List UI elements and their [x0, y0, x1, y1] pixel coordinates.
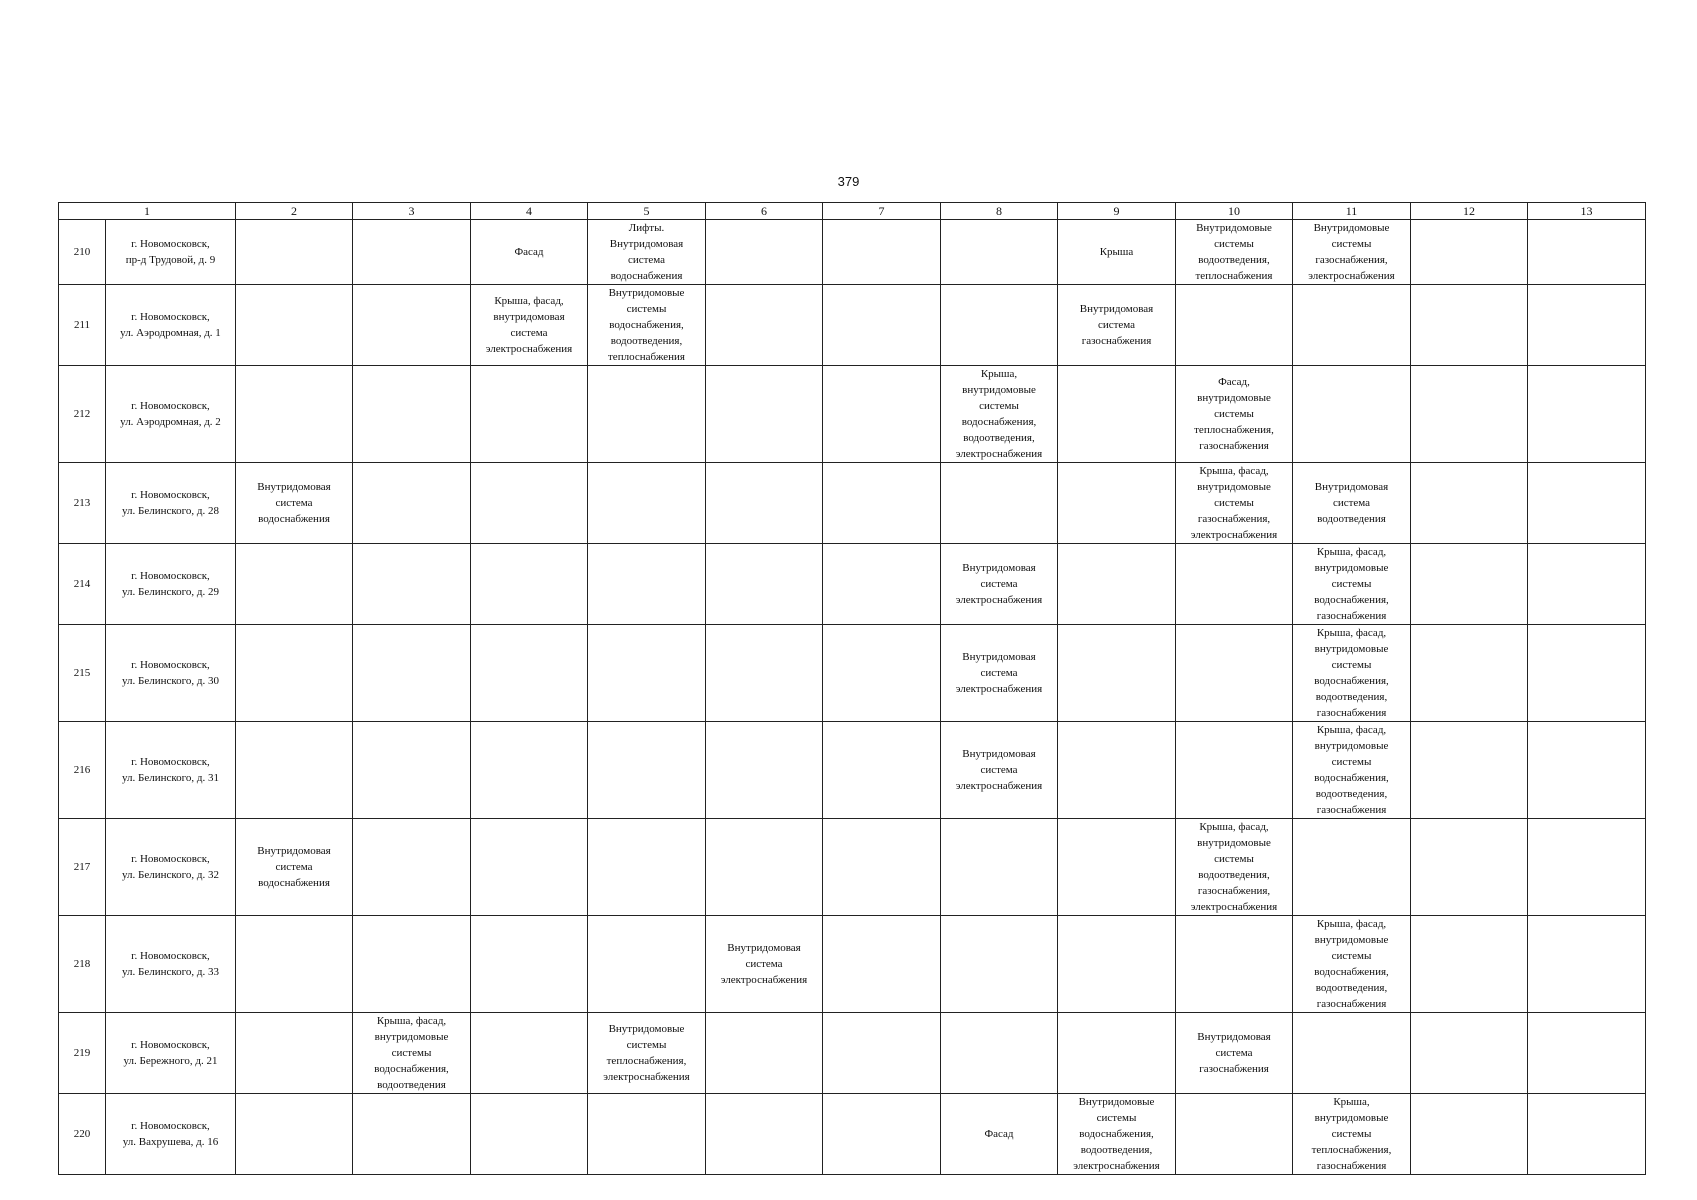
work-type-cell [1058, 916, 1176, 1013]
work-type-cell [588, 463, 706, 544]
table-row [59, 819, 1646, 916]
work-type-cell [471, 916, 588, 1013]
work-type-cell: Крыша, фасад, внутридомовые системы водоснабжения, водоотведения, газоснабжения [1293, 625, 1411, 722]
row-number: 219 [59, 1013, 106, 1094]
work-type-cell [823, 916, 941, 1013]
work-type-cell [1293, 285, 1411, 366]
column-number: 7 [823, 203, 941, 220]
work-type-cell: Лифты. Внутридомовая система водоснабжения [588, 220, 706, 285]
address-cell: г. Новомосковск, ул. Аэродромная, д. 2 [106, 366, 236, 463]
table-row [59, 1013, 1646, 1094]
work-type-cell [236, 544, 353, 625]
work-type-cell: Внутридомовые системы водоснабжения, водоотведения, теплоснабжения [588, 285, 706, 366]
work-type-cell [1528, 1013, 1646, 1094]
table-row [59, 1094, 1646, 1175]
work-type-cell: Внутридомовая система газоснабжения [1176, 1013, 1293, 1094]
work-type-cell [353, 463, 471, 544]
work-type-cell [1411, 366, 1528, 463]
work-type-cell [1411, 463, 1528, 544]
work-type-cell [706, 544, 823, 625]
work-type-cell [588, 544, 706, 625]
work-type-cell [1411, 625, 1528, 722]
work-type-cell [706, 1094, 823, 1175]
work-type-cell [1528, 916, 1646, 1013]
work-type-cell [1411, 722, 1528, 819]
work-type-cell: Внутридомовая система водоотведения [1293, 463, 1411, 544]
work-type-cell [471, 625, 588, 722]
work-type-cell [823, 722, 941, 819]
work-type-cell: Крыша, фасад, внутридомовая система электроснабжения [471, 285, 588, 366]
work-type-cell [1176, 1094, 1293, 1175]
table-row [59, 366, 1646, 463]
work-type-cell [588, 1094, 706, 1175]
work-type-cell [1411, 916, 1528, 1013]
work-type-cell [353, 819, 471, 916]
row-number: 215 [59, 625, 106, 722]
column-number-row [59, 203, 1646, 220]
table-row [59, 544, 1646, 625]
address-cell: г. Новомосковск, пр-д Трудовой, д. 9 [106, 220, 236, 285]
work-type-cell [1411, 1094, 1528, 1175]
work-type-cell [1411, 285, 1528, 366]
work-type-cell [471, 722, 588, 819]
work-type-cell [1176, 544, 1293, 625]
work-type-cell [236, 1094, 353, 1175]
column-number: 5 [588, 203, 706, 220]
work-type-cell: Крыша, фасад, внутридомовые системы водоснабжения, водоотведения, газоснабжения [1293, 916, 1411, 1013]
row-number: 212 [59, 366, 106, 463]
work-type-cell [941, 819, 1058, 916]
column-number: 6 [706, 203, 823, 220]
work-type-cell [1528, 722, 1646, 819]
column-number: 8 [941, 203, 1058, 220]
page-number: 379 [837, 174, 860, 189]
work-type-cell [588, 916, 706, 1013]
work-type-cell [1176, 285, 1293, 366]
work-type-cell [236, 220, 353, 285]
work-type-cell [588, 625, 706, 722]
work-type-cell [1528, 220, 1646, 285]
work-type-cell [588, 819, 706, 916]
work-type-cell [1058, 463, 1176, 544]
work-type-cell [941, 220, 1058, 285]
work-type-cell: Внутридомовая система электроснабжения [941, 722, 1058, 819]
work-type-cell [1528, 544, 1646, 625]
work-type-cell [1058, 722, 1176, 819]
work-type-cell [236, 916, 353, 1013]
address-cell: г. Новомосковск, ул. Бережного, д. 21 [106, 1013, 236, 1094]
work-type-cell: Фасад [941, 1094, 1058, 1175]
work-type-cell [706, 463, 823, 544]
work-type-cell [353, 544, 471, 625]
address-cell: г. Новомосковск, ул. Белинского, д. 30 [106, 625, 236, 722]
work-type-cell: Крыша, фасад, внутридомовые системы водоснабжения, водоотведения [353, 1013, 471, 1094]
work-type-cell [353, 722, 471, 819]
work-type-cell [706, 1013, 823, 1094]
address-cell: г. Новомосковск, ул. Белинского, д. 32 [106, 819, 236, 916]
work-type-cell [353, 1094, 471, 1175]
work-type-cell [353, 366, 471, 463]
work-type-cell [1528, 366, 1646, 463]
work-type-cell [706, 220, 823, 285]
row-number: 211 [59, 285, 106, 366]
column-number: 10 [1176, 203, 1293, 220]
work-type-cell [1058, 1013, 1176, 1094]
repair-schedule-table [58, 202, 1646, 1175]
row-number: 218 [59, 916, 106, 1013]
address-cell: г. Новомосковск, ул. Вахрушева, д. 16 [106, 1094, 236, 1175]
work-type-cell: Крыша, фасад, внутридомовые системы газоснабжения, электроснабжения [1176, 463, 1293, 544]
work-type-cell [823, 463, 941, 544]
column-number: 3 [353, 203, 471, 220]
work-type-cell: Крыша, фасад, внутридомовые системы водоснабжения, газоснабжения [1293, 544, 1411, 625]
table-row [59, 220, 1646, 285]
work-type-cell [706, 722, 823, 819]
work-type-cell [1293, 819, 1411, 916]
work-type-cell [1411, 220, 1528, 285]
work-type-cell [236, 722, 353, 819]
column-number: 2 [236, 203, 353, 220]
work-type-cell [471, 819, 588, 916]
work-type-cell [353, 625, 471, 722]
work-type-cell [471, 463, 588, 544]
work-type-cell [1528, 463, 1646, 544]
work-type-cell [941, 463, 1058, 544]
address-cell: г. Новомосковск, ул. Белинского, д. 31 [106, 722, 236, 819]
work-type-cell: Внутридомовые системы водоотведения, теплоснабжения [1176, 220, 1293, 285]
column-number: 11 [1293, 203, 1411, 220]
work-type-cell [706, 819, 823, 916]
work-type-cell [1176, 625, 1293, 722]
column-number: 4 [471, 203, 588, 220]
work-type-cell [1411, 544, 1528, 625]
work-type-cell [1528, 625, 1646, 722]
work-type-cell [471, 544, 588, 625]
work-type-cell: Внутридомовые системы газоснабжения, электроснабжения [1293, 220, 1411, 285]
work-type-cell: Внутридомовая система электроснабжения [941, 625, 1058, 722]
work-type-cell [1293, 1013, 1411, 1094]
work-type-cell [941, 1013, 1058, 1094]
row-number: 217 [59, 819, 106, 916]
work-type-cell [1058, 819, 1176, 916]
work-type-cell: Крыша [1058, 220, 1176, 285]
work-type-cell [471, 366, 588, 463]
table-row [59, 625, 1646, 722]
work-type-cell [823, 819, 941, 916]
work-type-cell [941, 916, 1058, 1013]
work-type-cell [1176, 722, 1293, 819]
work-type-cell [236, 366, 353, 463]
work-type-cell: Крыша, внутридомовые системы теплоснабжения, газоснабжения [1293, 1094, 1411, 1175]
work-type-cell: Внутридомовая система водоснабжения [236, 819, 353, 916]
work-type-cell [471, 1094, 588, 1175]
work-type-cell [353, 916, 471, 1013]
work-type-cell [236, 285, 353, 366]
work-type-cell [706, 625, 823, 722]
column-number: 12 [1411, 203, 1528, 220]
work-type-cell: Крыша, внутридомовые системы водоснабжения, водоотведения, электроснабжения [941, 366, 1058, 463]
row-number: 216 [59, 722, 106, 819]
work-type-cell [588, 366, 706, 463]
work-type-cell [1058, 366, 1176, 463]
work-type-cell: Крыша, фасад, внутридомовые системы водоснабжения, водоотведения, газоснабжения [1293, 722, 1411, 819]
work-type-cell: Крыша, фасад, внутридомовые системы водоотведения, газоснабжения, электроснабжения [1176, 819, 1293, 916]
row-number: 220 [59, 1094, 106, 1175]
work-type-cell: Внутридомовая система газоснабжения [1058, 285, 1176, 366]
table-row [59, 722, 1646, 819]
address-cell: г. Новомосковск, ул. Аэродромная, д. 1 [106, 285, 236, 366]
work-type-cell [471, 1013, 588, 1094]
work-type-cell [1176, 916, 1293, 1013]
work-type-cell [353, 285, 471, 366]
row-number: 214 [59, 544, 106, 625]
work-type-cell: Внутридомовые системы водоснабжения, водоотведения, электроснабжения [1058, 1094, 1176, 1175]
work-type-cell [1058, 544, 1176, 625]
work-type-cell [1528, 819, 1646, 916]
work-type-cell [1411, 819, 1528, 916]
work-type-cell [1411, 1013, 1528, 1094]
table-row [59, 285, 1646, 366]
work-type-cell: Внутридомовая система электроснабжения [941, 544, 1058, 625]
column-number: 9 [1058, 203, 1176, 220]
work-type-cell [236, 625, 353, 722]
work-type-cell: Фасад [471, 220, 588, 285]
address-cell: г. Новомосковск, ул. Белинского, д. 33 [106, 916, 236, 1013]
column-number: 1 [59, 203, 236, 220]
work-type-cell [588, 722, 706, 819]
table-body [59, 220, 1646, 1175]
address-cell: г. Новомосковск, ул. Белинского, д. 29 [106, 544, 236, 625]
work-type-cell [1058, 625, 1176, 722]
work-type-cell [823, 1013, 941, 1094]
work-type-cell [353, 220, 471, 285]
work-type-cell [1528, 1094, 1646, 1175]
work-type-cell [823, 285, 941, 366]
table-row [59, 916, 1646, 1013]
work-type-cell [823, 544, 941, 625]
work-type-cell [823, 366, 941, 463]
work-type-cell: Внутридомовая система электроснабжения [706, 916, 823, 1013]
address-cell: г. Новомосковск, ул. Белинского, д. 28 [106, 463, 236, 544]
work-type-cell [1293, 366, 1411, 463]
work-type-cell: Фасад, внутридомовые системы теплоснабжения, газоснабжения [1176, 366, 1293, 463]
work-type-cell [941, 285, 1058, 366]
work-type-cell: Внутридомовая система водоснабжения [236, 463, 353, 544]
work-type-cell [1528, 285, 1646, 366]
row-number: 210 [59, 220, 106, 285]
work-type-cell [706, 366, 823, 463]
column-number: 13 [1528, 203, 1646, 220]
work-type-cell [236, 1013, 353, 1094]
work-type-cell [823, 220, 941, 285]
work-type-cell [823, 625, 941, 722]
work-type-cell: Внутридомовые системы теплоснабжения, электроснабжения [588, 1013, 706, 1094]
table-row [59, 463, 1646, 544]
work-type-cell [706, 285, 823, 366]
row-number: 213 [59, 463, 106, 544]
work-type-cell [823, 1094, 941, 1175]
